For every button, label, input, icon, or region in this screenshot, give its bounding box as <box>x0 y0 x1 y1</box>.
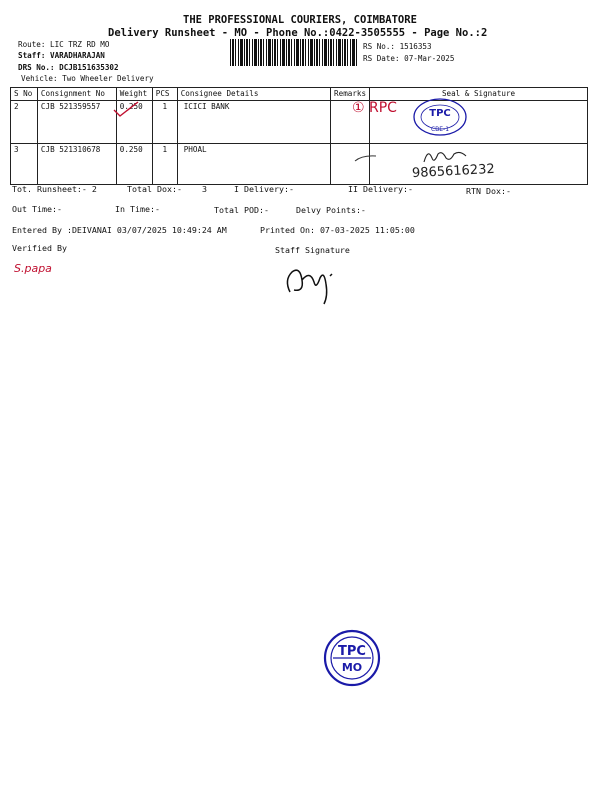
delvy-points: Delvy Points:- <box>296 205 366 215</box>
remarks-handwriting: ① RPC <box>352 100 397 116</box>
row-pcs: 1 <box>152 144 177 185</box>
header-consignment: Consignment No <box>37 88 116 101</box>
row-weight: 0.250 <box>116 144 152 185</box>
row-consignee: PHOAL <box>177 144 330 185</box>
row-consignee: ICICI BANK <box>177 101 330 144</box>
seal-stamp-small <box>410 96 470 138</box>
header-sno: S No <box>11 88 38 101</box>
header-seal: Seal & Signature <box>370 88 588 101</box>
row-consignment: CJB 521359557 <box>37 101 116 144</box>
small-stamp-sub: CBE-1 <box>430 126 450 133</box>
phone-handwriting: 9865616232 <box>411 161 496 182</box>
header-pcs: PCS <box>152 88 177 101</box>
row-consignment: CJB 521310678 <box>37 144 116 185</box>
table-row <box>11 144 588 185</box>
barcode <box>230 39 358 66</box>
total-pod: Total POD:- <box>214 205 269 215</box>
row-seal <box>370 101 588 144</box>
rs-date: RS Date: 07-Mar-2025 <box>363 54 455 63</box>
runsheet-subtitle: Delivery Runsheet - MO - Phone No.:0422-3505555 - Page No.:2 <box>108 27 488 39</box>
row-sno: 2 <box>11 101 38 144</box>
row-remarks <box>331 144 370 185</box>
row-sno: 3 <box>11 144 38 185</box>
entered-by: Entered By :DEIVANAI 03/07/2025 10:49:24 AM <box>12 225 227 235</box>
i-delivery: I Delivery:- <box>234 184 294 194</box>
remark-dash-icon <box>352 152 380 164</box>
total-dox-value: 3 <box>202 184 207 194</box>
total-runsheet: Tot. Runsheet:- 2 <box>12 184 97 194</box>
verified-by-label: Verified By <box>12 243 67 253</box>
vehicle-text: Vehicle: Two Wheeler Delivery <box>21 74 154 83</box>
route-text: Route: LIC TRZ RD MO <box>18 40 110 49</box>
header-weight: Weight <box>116 88 152 101</box>
rtn-dox: RTN Dox:- <box>466 186 511 196</box>
staff-signature-label: Staff Signature <box>275 245 350 255</box>
verified-signature: S.papa <box>14 262 52 275</box>
row-weight: 0.250 <box>116 101 152 144</box>
tpc-mo-stamp <box>322 628 382 688</box>
table-header-row <box>11 88 588 101</box>
row-pcs: 1 <box>152 101 177 144</box>
header-remarks: Remarks <box>331 88 370 101</box>
out-time: Out Time:- <box>12 204 62 214</box>
rs-number: RS No.: 1516353 <box>363 42 432 51</box>
small-stamp-text: TPC <box>429 108 451 119</box>
staff-signature-image <box>280 262 342 306</box>
company-title: THE PROFESSIONAL COURIERS, COIMBATORE <box>183 14 417 26</box>
header-consignee: Consignee Details <box>177 88 330 101</box>
stamp-top-text: TPC <box>338 644 366 659</box>
runsheet-table <box>10 87 588 185</box>
in-time: In Time:- <box>115 204 160 214</box>
staff-text: Staff: VARADHARAJAN <box>18 51 105 60</box>
ii-delivery: II Delivery:- <box>348 184 413 194</box>
printed-on: Printed On: 07-03-2025 11:05:00 <box>260 225 415 235</box>
tick-mark-icon <box>112 100 142 118</box>
table-row <box>11 101 588 144</box>
drs-number: DRS No.: DCJB151635302 <box>18 63 119 72</box>
total-dox-label: Total Dox:- <box>127 184 182 194</box>
stamp-bottom-text: MO <box>341 661 363 674</box>
